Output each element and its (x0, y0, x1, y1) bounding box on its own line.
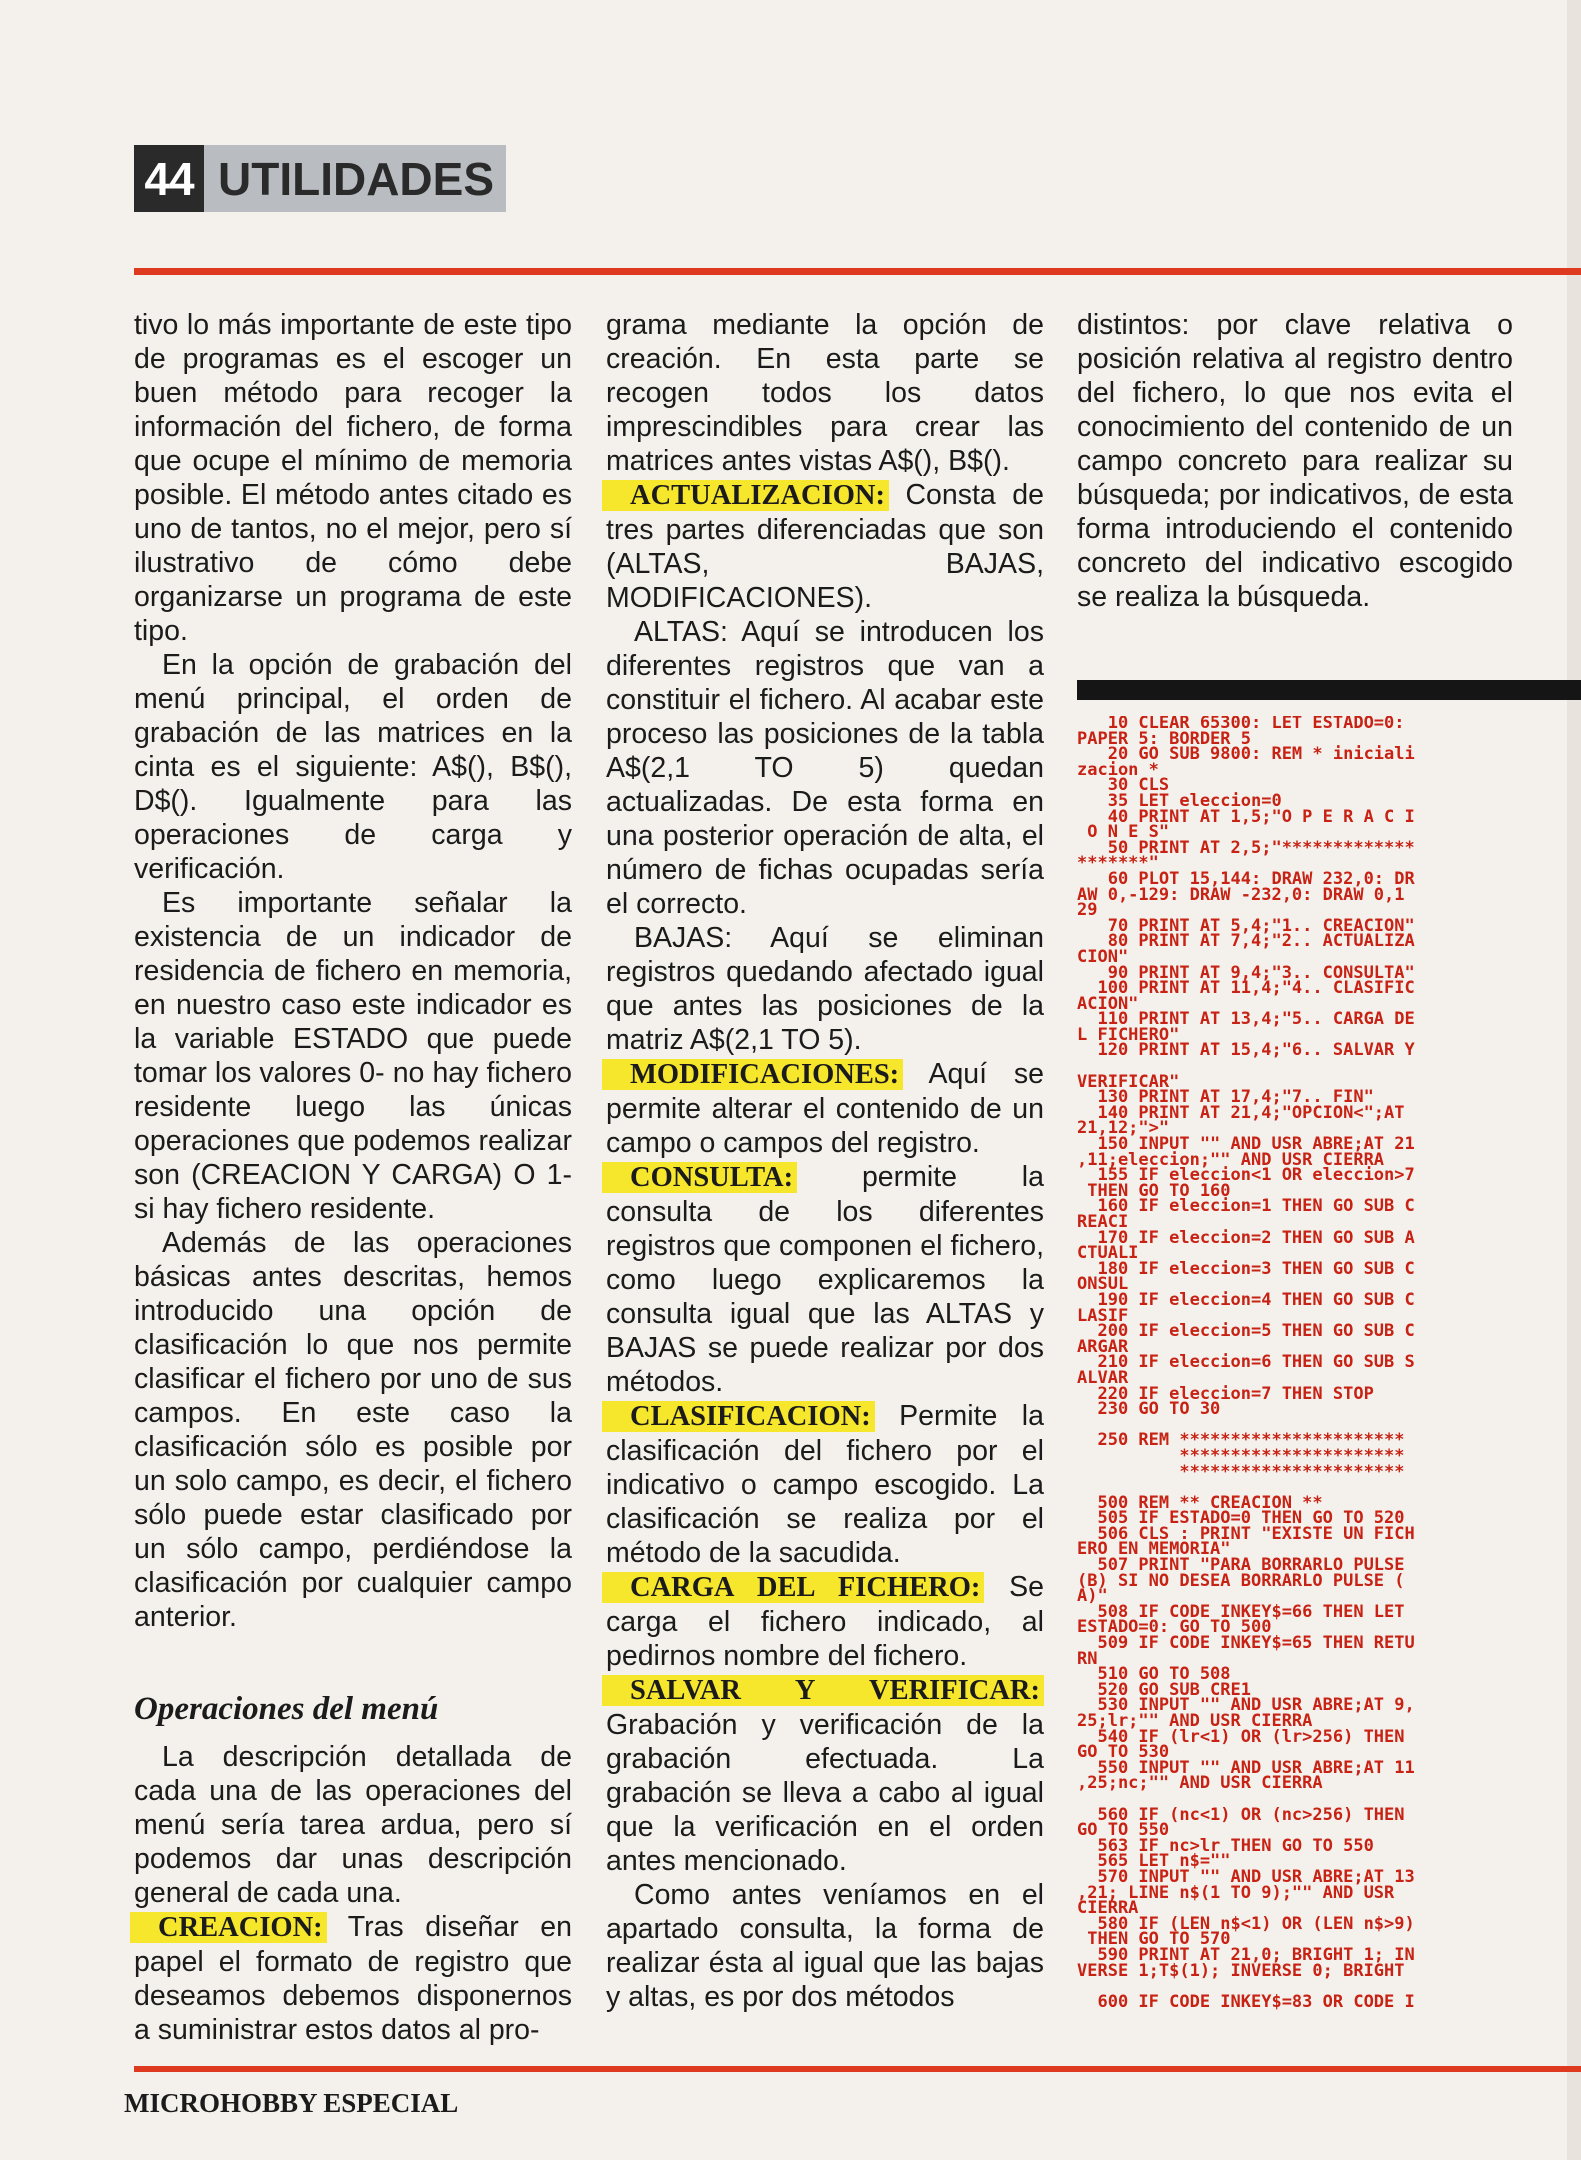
text-carga: Se carga el fichero indicado, al pedirnos nombre del fichero. (606, 1571, 1045, 1672)
bottom-rule (134, 2066, 1581, 2072)
listing-line: ESTADO=0: GO TO 500 (1077, 1617, 1272, 1638)
listing-line: ONSUL (1077, 1274, 1129, 1295)
paragraph-consulta (606, 1160, 1044, 1399)
listing-line: 220 IF eleccion=7 THEN STOP (1077, 1383, 1374, 1404)
subheading: Operaciones del menú (134, 1691, 439, 1727)
paragraph: La descripción detallada de cada una de las operaciones del menú sería tarea ardua, pero sí podemos dar unas descripción general de cada una. (134, 1741, 572, 1909)
listing-line: CION" (1077, 946, 1129, 967)
text-consulta: permite la consulta de los diferentes registros que componen el fichero, como luego explicaremos la consulta igual que las ALTAS y BAJAS se puede realizar por dos métodos. (606, 1161, 1044, 1398)
text-clasificacion: Permite la clasificación del fichero por el indicativo o campo escogido. La clasificación se realiza por el método de la sacudida. (606, 1400, 1044, 1569)
paragraph-salvar (606, 1673, 1044, 1878)
paragraph: Además de las operaciones básicas antes descritas, hemos introducido una opción de clasificación lo que nos permite clasificar el fichero por uno de sus campos. En este caso la clasificación sólo es posible por un solo campo, es decir, el fichero sólo puede estar clasificado por un sólo campo, perdiéndose la clasificación por cualquier campo anterior. (134, 1227, 572, 1633)
highlight-actualizacion: ACTUALIZACION: (602, 480, 889, 511)
section-title: UTILIDADES (218, 152, 494, 205)
column-2 (606, 308, 1044, 2014)
column-3 (1077, 308, 1513, 614)
listing-line: 210 IF eleccion=6 THEN GO SUB S (1077, 1352, 1415, 1373)
listing-line: ACION" (1077, 993, 1139, 1014)
listing-line: ARGAR (1077, 1336, 1129, 1357)
listing-line: GO TO 550 (1077, 1820, 1170, 1841)
highlight-carga: CARGA DEL FICHERO: (602, 1572, 984, 1603)
paragraph-creacion (134, 1910, 572, 2047)
listing-line: 90 PRINT AT 9,4;"3.. CONSULTA" (1077, 962, 1415, 983)
paragraph: grama mediante la opción de creación. En esta parte se recogen todos los datos imprescindibles para crear las matrices antes vistas A$(), B$(). (606, 309, 1044, 477)
paragraph: Como antes veníamos en el apartado consulta, la forma de realizar ésta al igual que las bajas y altas, es por dos métodos (606, 1879, 1044, 2013)
listing-line: VERSE 1;T$(1); INVERSE 0; BRIGHT (1077, 1960, 1405, 1981)
listing-line: 540 IF (lr<1) OR (lr>256) THEN (1077, 1726, 1405, 1747)
listing-line: 507 PRINT "PARA BORRARLO PULSE (1077, 1555, 1405, 1576)
listing-line: 21,12;">" (1077, 1118, 1170, 1139)
listing-line: 250 REM ********************** (1077, 1430, 1405, 1451)
paragraph: tivo lo más importante de este tipo de programas es el escoger un buen método para recoger la información del fichero, de forma que ocupe el mínimo de memoria posible. El método antes citado es uno de tantos, no el mejor, pero sí ilustrativo de cómo debe organizarse un programa de este tipo. (134, 309, 572, 647)
listing-line: 130 PRINT AT 17,4;"7.. FIN" (1077, 1087, 1374, 1108)
listing-line: 550 INPUT "" AND USR ABRE;AT 11 (1077, 1757, 1415, 1778)
highlight-salvar: SALVAR Y VERIFICAR: (602, 1675, 1044, 1706)
basic-listing (1077, 716, 1581, 2010)
listing-line: 25;lr;"" AND USR CIERRA (1077, 1711, 1313, 1731)
listing-line: 509 IF CODE INKEY$=65 THEN RETU (1077, 1633, 1415, 1654)
listing-line: AW 0,-129: DRAW -232,0: DRAW 0,1 (1077, 884, 1405, 905)
listing-line: 110 PRINT AT 13,4;"5.. CARGA DE (1077, 1009, 1415, 1030)
listing-line: 160 IF eleccion=1 THEN GO SUB C (1077, 1196, 1415, 1217)
listing-line: 29 (1077, 900, 1098, 921)
highlight-creacion: CREACION: (130, 1912, 327, 1943)
listing-line: 80 PRINT AT 7,4;"2.. ACTUALIZA (1077, 931, 1415, 952)
listing-line: 60 PLOT 15,144: DRAW 232,0: DR (1077, 868, 1415, 889)
listing-line: 190 IF eleccion=4 THEN GO SUB C (1077, 1289, 1415, 1310)
paragraph-clasificacion (606, 1399, 1044, 1570)
listing-line: 560 IF (nc<1) OR (nc>256) THEN (1077, 1804, 1405, 1825)
listing-line: 600 IF CODE INKEY$=83 OR CODE I (1077, 1991, 1415, 2011)
highlight-modificaciones: MODIFICACIONES: (602, 1059, 903, 1090)
top-rule (134, 268, 1581, 275)
listing-line: 35 LET eleccion=0 (1077, 790, 1282, 811)
column-1 (134, 308, 572, 2047)
listing-line: 20 GO SUB 9800: REM * iniciali (1077, 744, 1415, 765)
listing-line: GO TO 530 (1077, 1742, 1170, 1763)
listing-line: 565 LET n$="" (1077, 1851, 1231, 1872)
listing-line: 506 CLS : PRINT "EXISTE UN FICH (1077, 1523, 1415, 1544)
paragraph-modificaciones (606, 1057, 1044, 1160)
text-modificaciones: Aquí se permite alterar el contenido de un campo o campos del registro. (606, 1058, 1044, 1159)
listing-line: 150 INPUT "" AND USR ABRE;AT 21 (1077, 1134, 1415, 1155)
listing-line: L FICHERO" (1077, 1024, 1180, 1045)
listing-line: ********************** (1077, 1445, 1405, 1466)
listing-line: 155 IF eleccion<1 OR eleccion>7 (1077, 1165, 1415, 1186)
listing-top-bar (1077, 680, 1581, 700)
listing-line: THEN GO TO 570 (1077, 1929, 1231, 1950)
footer-publication: MICROHOBBY ESPECIAL (124, 2088, 459, 2118)
listing-line: 10 CLEAR 65300: LET ESTADO=0: (1077, 716, 1405, 733)
listing-line: A)" (1077, 1586, 1108, 1607)
listing-line: ,11;eleccion;"" AND USR CIERRA (1077, 1149, 1385, 1170)
page-number: 44 (134, 145, 204, 212)
paragraph: En la opción de grabación del menú principal, el orden de grabación de las matrices en la cinta es el siguiente: A$(), B$(), D$(). Igualmente para las operaciones de carga y verificación. (134, 649, 572, 885)
listing-line: O N E S" (1077, 822, 1170, 843)
listing-line: CTUALI (1077, 1243, 1139, 1264)
listing-line: 120 PRINT AT 15,4;"6.. SALVAR Y (1077, 1040, 1415, 1061)
listing-line: VERIFICAR" (1077, 1071, 1180, 1092)
highlight-clasificacion: CLASIFICACION: (602, 1401, 875, 1432)
listing-line: ,21; LINE n$(1 TO 9);"" AND USR (1077, 1882, 1395, 1903)
text-actualizacion: Consta de tres partes diferenciadas que son (ALTAS, BAJAS, MODIFICACIONES). (606, 479, 1044, 614)
listing-line: ALVAR (1077, 1367, 1129, 1388)
paragraph-bajas: BAJAS: Aquí se eliminan registros quedando afectado igual que antes las posiciones de la matriz A$(2,1 TO 5). (606, 922, 1044, 1056)
listing-line: PAPER 5: BORDER 5 (1077, 728, 1251, 749)
listing-line: 100 PRINT AT 11,4;"4.. CLASIFIC (1077, 978, 1415, 999)
listing-line: 70 PRINT AT 5,4;"1.. CREACION" (1077, 915, 1415, 936)
paragraph-actualizacion (606, 478, 1044, 615)
listing-line: *******" (1077, 853, 1159, 874)
listing-line: 230 GO TO 30 (1077, 1399, 1221, 1420)
text-salvar: Grabación y verificación de la grabación efectuada. La grabación se lleva a cabo al igual que la verificación en el orden antes mencionado. (606, 1709, 1044, 1877)
listing-line: 530 INPUT "" AND USR ABRE;AT 9, (1077, 1695, 1415, 1716)
listing-line: RN (1077, 1648, 1098, 1669)
listing-line: LASIF (1077, 1305, 1129, 1326)
listing-line: 30 CLS (1077, 775, 1170, 796)
highlight-consulta: CONSULTA: (602, 1162, 797, 1193)
listing-line: 50 PRINT AT 2,5;"************* (1077, 837, 1415, 858)
listing-line: ********************** (1077, 1461, 1405, 1482)
listing-line: THEN GO TO 160 (1077, 1180, 1231, 1201)
paragraph-altas: ALTAS: Aquí se introducen los diferentes registros que van a constituir el fichero. Al acabar este proceso las posiciones de la tabla A$(2,1 TO 5) quedan actualizadas. De esta forma en una posterior operación de alta, el número de fichas ocupadas sería el correcto. (606, 616, 1044, 920)
listing-line: 500 REM ** CREACION ** (1077, 1492, 1323, 1513)
listing-line: 570 INPUT "" AND USR ABRE;AT 13 (1077, 1866, 1415, 1887)
paragraph: distintos: por clave relativa o posición relativa al registro dentro del fichero, lo que nos evita el conocimiento del contenido de un campo concreto para realizar su búsqueda; por indicativos, de esta forma introduciendo el contenido concreto del indicativo escogido se realiza la búsqueda. (1077, 309, 1513, 613)
text-creacion: Tras diseñar en papel el formato de registro que deseamos debemos disponernos a suministrar estos datos al pro- (134, 1911, 572, 2046)
listing-line: 200 IF eleccion=5 THEN GO SUB C (1077, 1321, 1415, 1342)
listing-line: 180 IF eleccion=3 THEN GO SUB C (1077, 1258, 1415, 1279)
listing-line: CIERRA (1077, 1898, 1139, 1919)
listing-line: 590 PRINT AT 21,0; BRIGHT 1; IN (1077, 1944, 1415, 1965)
listing-line: 140 PRINT AT 21,4;"OPCION<";AT (1077, 1102, 1405, 1123)
paragraph-carga (606, 1570, 1044, 1673)
listing-line: 563 IF nc>lr THEN GO TO 550 (1077, 1835, 1374, 1856)
listing-line: 520 GO SUB CRE1 (1077, 1679, 1251, 1700)
section-header (134, 145, 506, 212)
listing-line: 170 IF eleccion=2 THEN GO SUB A (1077, 1227, 1415, 1248)
listing-line: zacion * (1077, 759, 1159, 780)
listing-line: (B) SI NO DESEA BORRARLO PULSE ( (1077, 1570, 1405, 1591)
listing-line: ERO EN MEMORIA" (1077, 1539, 1231, 1560)
listing-line: 505 IF ESTADO=0 THEN GO TO 520 (1077, 1508, 1405, 1529)
listing-line: REACI (1077, 1212, 1129, 1232)
listing-line: ,25;nc;"" AND USR CIERRA (1077, 1773, 1323, 1794)
listing-line: 508 IF CODE INKEY$=66 THEN LET (1077, 1601, 1405, 1622)
listing-line: 580 IF (LEN n$<1) OR (LEN n$>9) (1077, 1913, 1415, 1934)
listing-line: 510 GO TO 508 (1077, 1664, 1231, 1685)
listing-line: 40 PRINT AT 1,5;"O P E R A C I (1077, 806, 1415, 827)
paragraph: Es importante señalar la existencia de un indicador de residencia de fichero en memoria, en nuestro caso este indicador es la variable ESTADO que puede tomar los valores 0- no hay fichero residente luego las únicas operaciones que podemos realizar son (CREACION Y CARGA) O 1- si hay fichero residente. (134, 887, 572, 1225)
